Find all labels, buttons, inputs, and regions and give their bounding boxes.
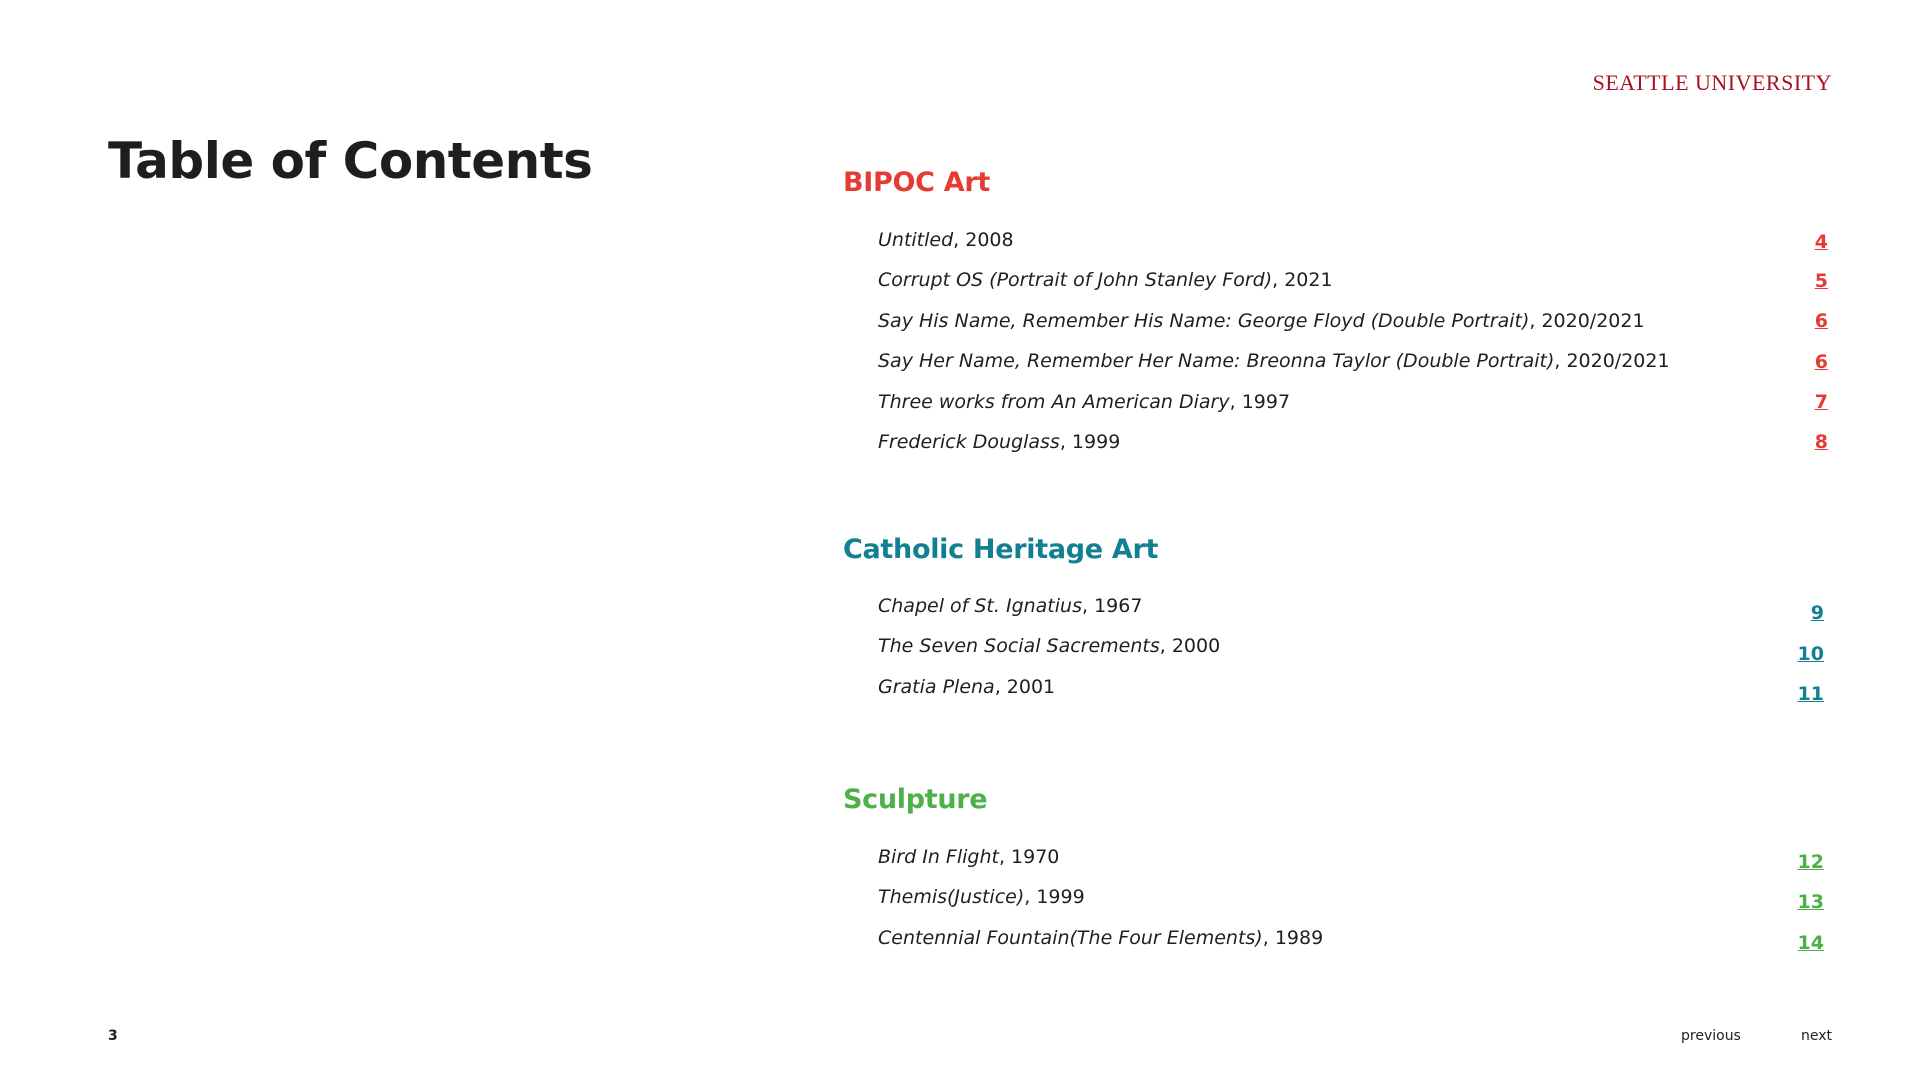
entry-page-link[interactable]: 11 (1797, 683, 1824, 705)
entry-page-link[interactable]: 13 (1797, 891, 1824, 913)
section-heading: Sculpture (843, 784, 988, 815)
entry-text (878, 667, 1055, 707)
toc-entry[interactable] (878, 918, 1828, 958)
entry-year: , 1967 (1081, 595, 1143, 617)
entry-year: , 2020/2021 (1554, 350, 1670, 372)
entry-page-link[interactable]: 5 (1814, 270, 1828, 292)
entry-year: , 2021 (1272, 269, 1333, 291)
entry-text (878, 837, 1059, 877)
entry-page-link[interactable]: 10 (1797, 643, 1824, 665)
toc-entry[interactable] (878, 301, 1828, 341)
section-bipoc-art (843, 163, 1828, 463)
entry-page-link[interactable]: 4 (1814, 231, 1828, 253)
entry-year: , 2000 (1159, 635, 1221, 657)
entry-text (878, 422, 1120, 462)
entry-title: The Seven Social Sacrements (878, 635, 1160, 657)
next-link[interactable]: next (1801, 1028, 1833, 1044)
page-title: Table of Contents (108, 132, 593, 190)
entry-year: , 1989 (1262, 927, 1324, 949)
entry-text (878, 301, 1645, 341)
entry-title: Corrupt OS (Portrait of John Stanley Ford) (878, 269, 1273, 291)
entry-text (878, 260, 1333, 300)
toc-entry[interactable] (878, 626, 1828, 666)
section-sculpture (843, 780, 1828, 980)
toc-entry[interactable] (878, 877, 1828, 917)
toc-entry[interactable] (878, 837, 1828, 877)
entry-title: Chapel of St. Ignatius (878, 595, 1082, 617)
entry-title: Gratia Plena (878, 676, 995, 698)
toc-entry[interactable] (878, 586, 1828, 626)
section-heading: Catholic Heritage Art (843, 534, 1159, 565)
entry-text (878, 220, 1014, 260)
entry-text (878, 918, 1323, 958)
entry-year: , 1970 (998, 846, 1060, 868)
entry-title: Three works from An American Diary (878, 391, 1230, 413)
entry-year: , 2008 (953, 229, 1014, 251)
toc-entry[interactable] (878, 667, 1828, 707)
section-heading: BIPOC Art (843, 167, 990, 198)
toc-entry[interactable] (878, 341, 1828, 381)
entry-year: , 1997 (1229, 391, 1291, 413)
entry-page-link[interactable]: 12 (1797, 851, 1824, 873)
entry-year: , 1999 (1059, 431, 1121, 453)
entry-text (878, 626, 1220, 666)
entry-page-link[interactable]: 6 (1814, 351, 1828, 373)
entry-text (878, 382, 1290, 422)
entry-title: Frederick Douglass (878, 431, 1060, 453)
previous-link[interactable]: previous (1681, 1028, 1741, 1044)
entry-title: Say His Name, Remember His Name: George Floyd (Double Portrait) (878, 310, 1530, 332)
entry-page-link[interactable]: 6 (1814, 310, 1828, 332)
entry-page-link[interactable]: 8 (1814, 431, 1828, 453)
entry-text (878, 877, 1085, 917)
entry-page-link[interactable]: 7 (1814, 391, 1828, 413)
entry-text (878, 586, 1142, 626)
entry-page-link[interactable]: 9 (1810, 602, 1824, 624)
entry-year: , 1999 (1024, 886, 1085, 908)
footer-page-number: 3 (108, 1028, 118, 1044)
toc-entry[interactable] (878, 220, 1828, 260)
entry-title: Centennial Fountain(The Four Elements) (878, 927, 1263, 949)
toc-entry[interactable] (878, 422, 1828, 462)
entry-title: Bird In Flight (878, 846, 999, 868)
brand-wordmark: SEATTLE UNIVERSITY (1592, 70, 1832, 95)
entry-title: Themis(Justice) (878, 886, 1025, 908)
entry-text (878, 341, 1670, 381)
entry-title: Say Her Name, Remember Her Name: Breonna Taylor (Double Portrait) (878, 350, 1555, 372)
entry-year: , 2020/2021 (1529, 310, 1645, 332)
entry-year: , 2001 (994, 676, 1056, 698)
entry-title: Untitled (878, 229, 954, 251)
toc-entry[interactable] (878, 382, 1828, 422)
entry-page-link[interactable]: 14 (1797, 932, 1824, 954)
toc-entry[interactable] (878, 260, 1828, 300)
section-catholic-heritage-art (843, 530, 1828, 730)
